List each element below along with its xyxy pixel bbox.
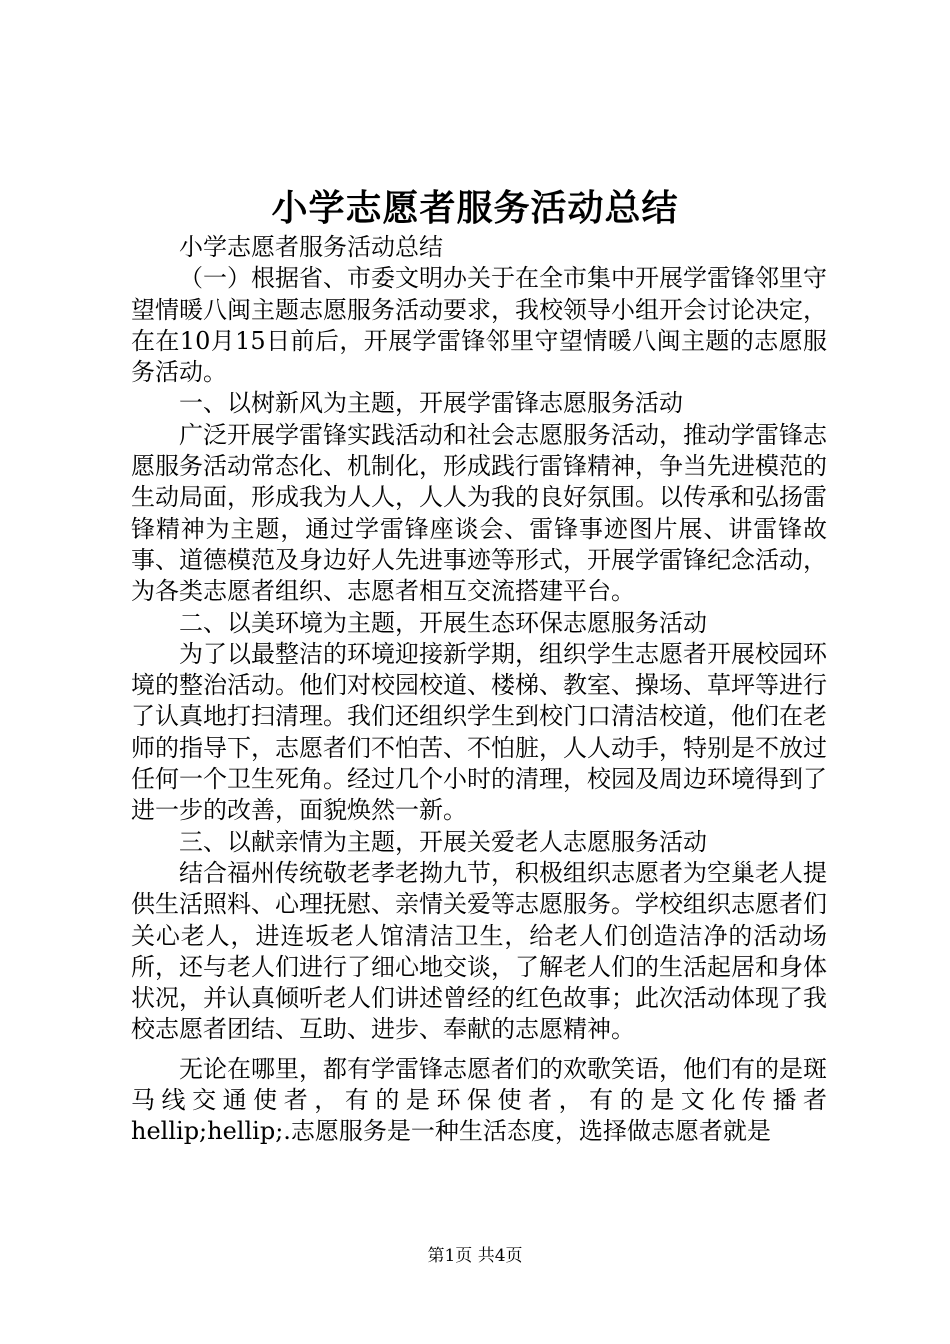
page-footer	[0, 1244, 950, 1268]
paragraph-closing: 无论在哪里，都有学雷锋志愿者们的欢歌笑语，他们有的是斑马线交通使者，有的是环保使者，有的是文化传播者hellip;hellip;.志愿服务是一种生活态度，选择做志愿者就是	[131, 1054, 827, 1146]
section-heading-2: 二、以美环境为主题，开展生态环保志愿服务活动	[179, 608, 707, 637]
section-heading-1: 一、以树新风为主题，开展学雷锋志愿服务活动	[179, 389, 683, 418]
page-indicator: 第1页 共4页	[427, 1246, 523, 1266]
section-heading-3: 三、以献亲情为主题，开展关爱老人志愿服务活动	[179, 827, 707, 856]
document-title: 小学志愿者服务活动总结	[271, 187, 679, 229]
paragraph-intro: （一）根据省、市委文明办关于在全市集中开展学雷锋邻里守望情暖八闽主题志愿服务活动要求，我校领导小组开会讨论决定，在在10月15日前后，开展学雷锋邻里守望情暖八闽主题的志愿服务活动。	[131, 264, 827, 387]
paragraph-section-2: 为了以最整洁的环境迎接新学期，组织学生志愿者开展校园环境的整治活动。他们对校园校道、楼梯、教室、操场、草坪等进行了认真地打扫清理。我们还组织学生到校门口清洁校道，他们在老师的指导下，志愿者们不怕苦、不怕脏，人人动手，特别是不放过任何一个卫生死角。经过几个小时的清理，校园及周边环境得到了进一步的改善，面貌焕然一新。	[131, 639, 827, 825]
paragraph-subtitle: 小学志愿者服务活动总结	[179, 233, 443, 261]
paragraph-section-3: 结合福州传统敬老孝老拗九节，积极组织志愿者为空巢老人提供生活照料、心理抚慰、亲情关爱等志愿服务。学校组织志愿者们关心老人，进连坂老人馆清洁卫生，给老人们创造洁净的活动场所，还与老人们进行了细心地交谈，了解老人们的生活起居和身体状况，并认真倾听老人们讲述曾经的红色故事；此次活动体现了我校志愿者团结、互助、进步、奉献的志愿精神。	[131, 858, 827, 1044]
paragraph-section-1: 广泛开展学雷锋实践活动和社会志愿服务活动，推动学雷锋志愿服务活动常态化、机制化，形成践行雷锋精神，争当先进模范的生动局面，形成我为人人，人人为我的良好氛围。以传承和弘扬雷锋精神为主题，通过学雷锋座谈会、雷锋事迹图片展、讲雷锋故事、道德模范及身边好人先进事迹等形式，开展学雷锋纪念活动，为各类志愿者组织、志愿者相互交流搭建平台。	[131, 420, 827, 606]
document-body	[131, 232, 827, 1148]
